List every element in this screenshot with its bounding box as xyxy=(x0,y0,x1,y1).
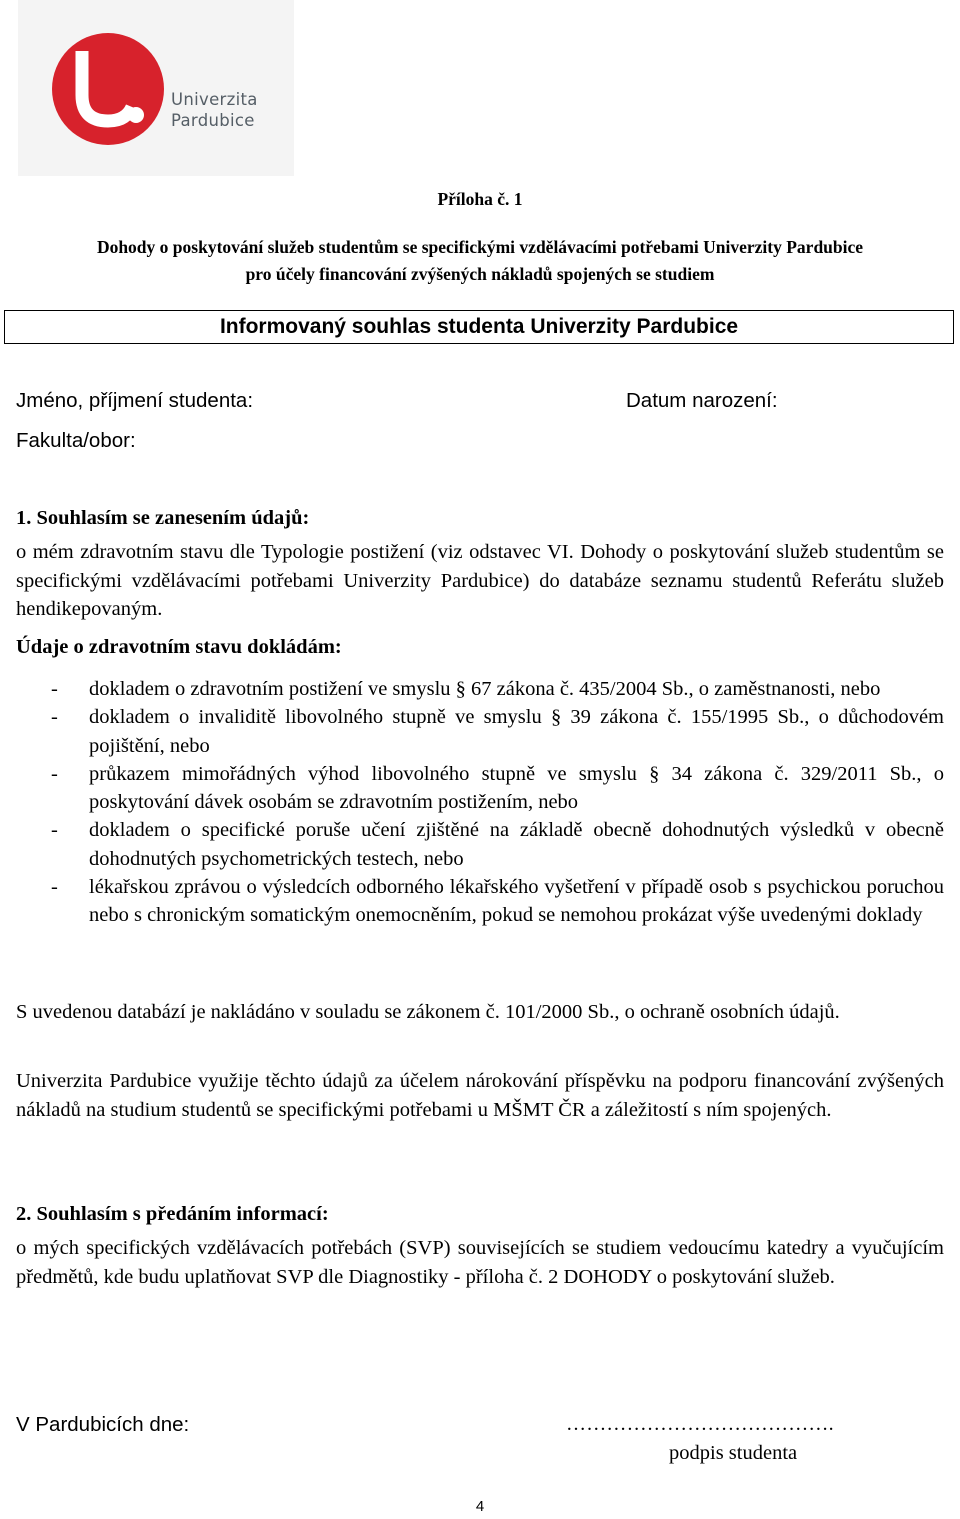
dash-bullet: - xyxy=(51,678,58,700)
section2-text: o mých specifických vzdělávacích potřebách (SVP) souvisejících se studiem vedoucímu katedry a vyučujícím předmětů, kde budu uplatňovat SVP dle Diagnostiky - příloha č. 2 DOHODY o poskytování služeb. xyxy=(16,1237,944,1288)
section1-text: o mém zdravotním stavu dle Typologie postižení (viz odstavec VI. Dohody o poskytování služeb studentům se specifickými vzdělávacími potřebami Univerzity Pardubice) do databáze seznamu studentů Referátu služeb hendikepovaným. xyxy=(16,541,944,620)
list-item-text: lékařskou zprávou o výsledcích odborného lékařského vyšetření v případě osob s psychickou poruchou nebo s chronickým somatickým onemocněním, pokud se nemohou prokázat výše uvedenými doklady xyxy=(89,876,944,927)
dash-bullet: - xyxy=(51,706,58,729)
list-item xyxy=(16,873,944,930)
logo-u-mark-icon xyxy=(52,33,164,145)
place-date-label: V Pardubicích dne: xyxy=(16,1413,190,1436)
section2-heading: 2. Souhlasím s předáním informací: xyxy=(16,1203,329,1225)
signature-line: …………………………………. xyxy=(566,1413,834,1435)
university-logo xyxy=(18,0,294,176)
section1-subheading: Údaje o zdravotním stavu dokládám: xyxy=(16,636,342,658)
dash-bullet: - xyxy=(51,762,58,785)
list-item xyxy=(16,816,944,873)
list-item-text: dokladem o invaliditě libovolného stupně ve smyslu § 39 zákona č. 155/1995 Sb., o důchodovém pojištění, nebo xyxy=(89,706,944,757)
annex-label: Příloha č. 1 xyxy=(437,189,523,209)
birth-date-label: Datum narození: xyxy=(626,389,778,412)
list-item-text: průkazem mimořádných výhod libovolného stupně ve smyslu § 34 zákona č. 329/2011 Sb., o poskytování dávek osobám se zdravotním postižením, nebo xyxy=(89,762,944,814)
list-item xyxy=(16,703,944,760)
purpose-paragraph: Univerzita Pardubice využije těchto údajů za účelem nárokování příspěvku na podporu financování zvýšených nákladů na studium studentů se specifickými potřebami u MŠMT ČR a záležitostí s ním spojených. xyxy=(16,1070,944,1121)
dash-bullet: - xyxy=(51,819,58,842)
evidence-list xyxy=(16,675,944,930)
list-item-text: dokladem o specifické poruše učení zjištěné na základě obecně dohodnutých výsledků v obecně dohodnutých psychometrických testech, nebo xyxy=(89,819,944,870)
agreement-title-line2: pro účely financování zvýšených nákladů spojených se studiem xyxy=(245,264,715,284)
gdpr-paragraph: S uvedenou databází je nakládáno v souladu se zákonem č. 101/2000 Sb., o ochraně osobních údajů. xyxy=(16,1001,840,1023)
list-item xyxy=(16,760,944,817)
signature-label: podpis studenta xyxy=(669,1442,798,1464)
logo-line2: Pardubice xyxy=(171,111,255,130)
dash-bullet: - xyxy=(51,876,58,899)
student-name-label: Jméno, příjmení studenta: xyxy=(16,389,254,412)
list-item xyxy=(16,675,944,703)
logo-text xyxy=(171,89,258,131)
logo-line1: Univerzita xyxy=(171,90,258,109)
faculty-label: Fakulta/obor: xyxy=(16,429,136,452)
section1-heading: 1. Souhlasím se zanesením údajů: xyxy=(16,507,310,529)
document-title: Informovaný souhlas studenta Univerzity Pardubice xyxy=(4,310,954,344)
page-number: 4 xyxy=(475,1498,485,1515)
list-item-text: dokladem o zdravotním postižení ve smyslu § 67 zákona č. 435/2004 Sb., o zaměstnanosti, nebo xyxy=(89,678,881,700)
agreement-title-line1: Dohody o poskytování služeb studentům se specifickými vzdělávacími potřebami Univerzity Pardubice xyxy=(96,237,864,257)
